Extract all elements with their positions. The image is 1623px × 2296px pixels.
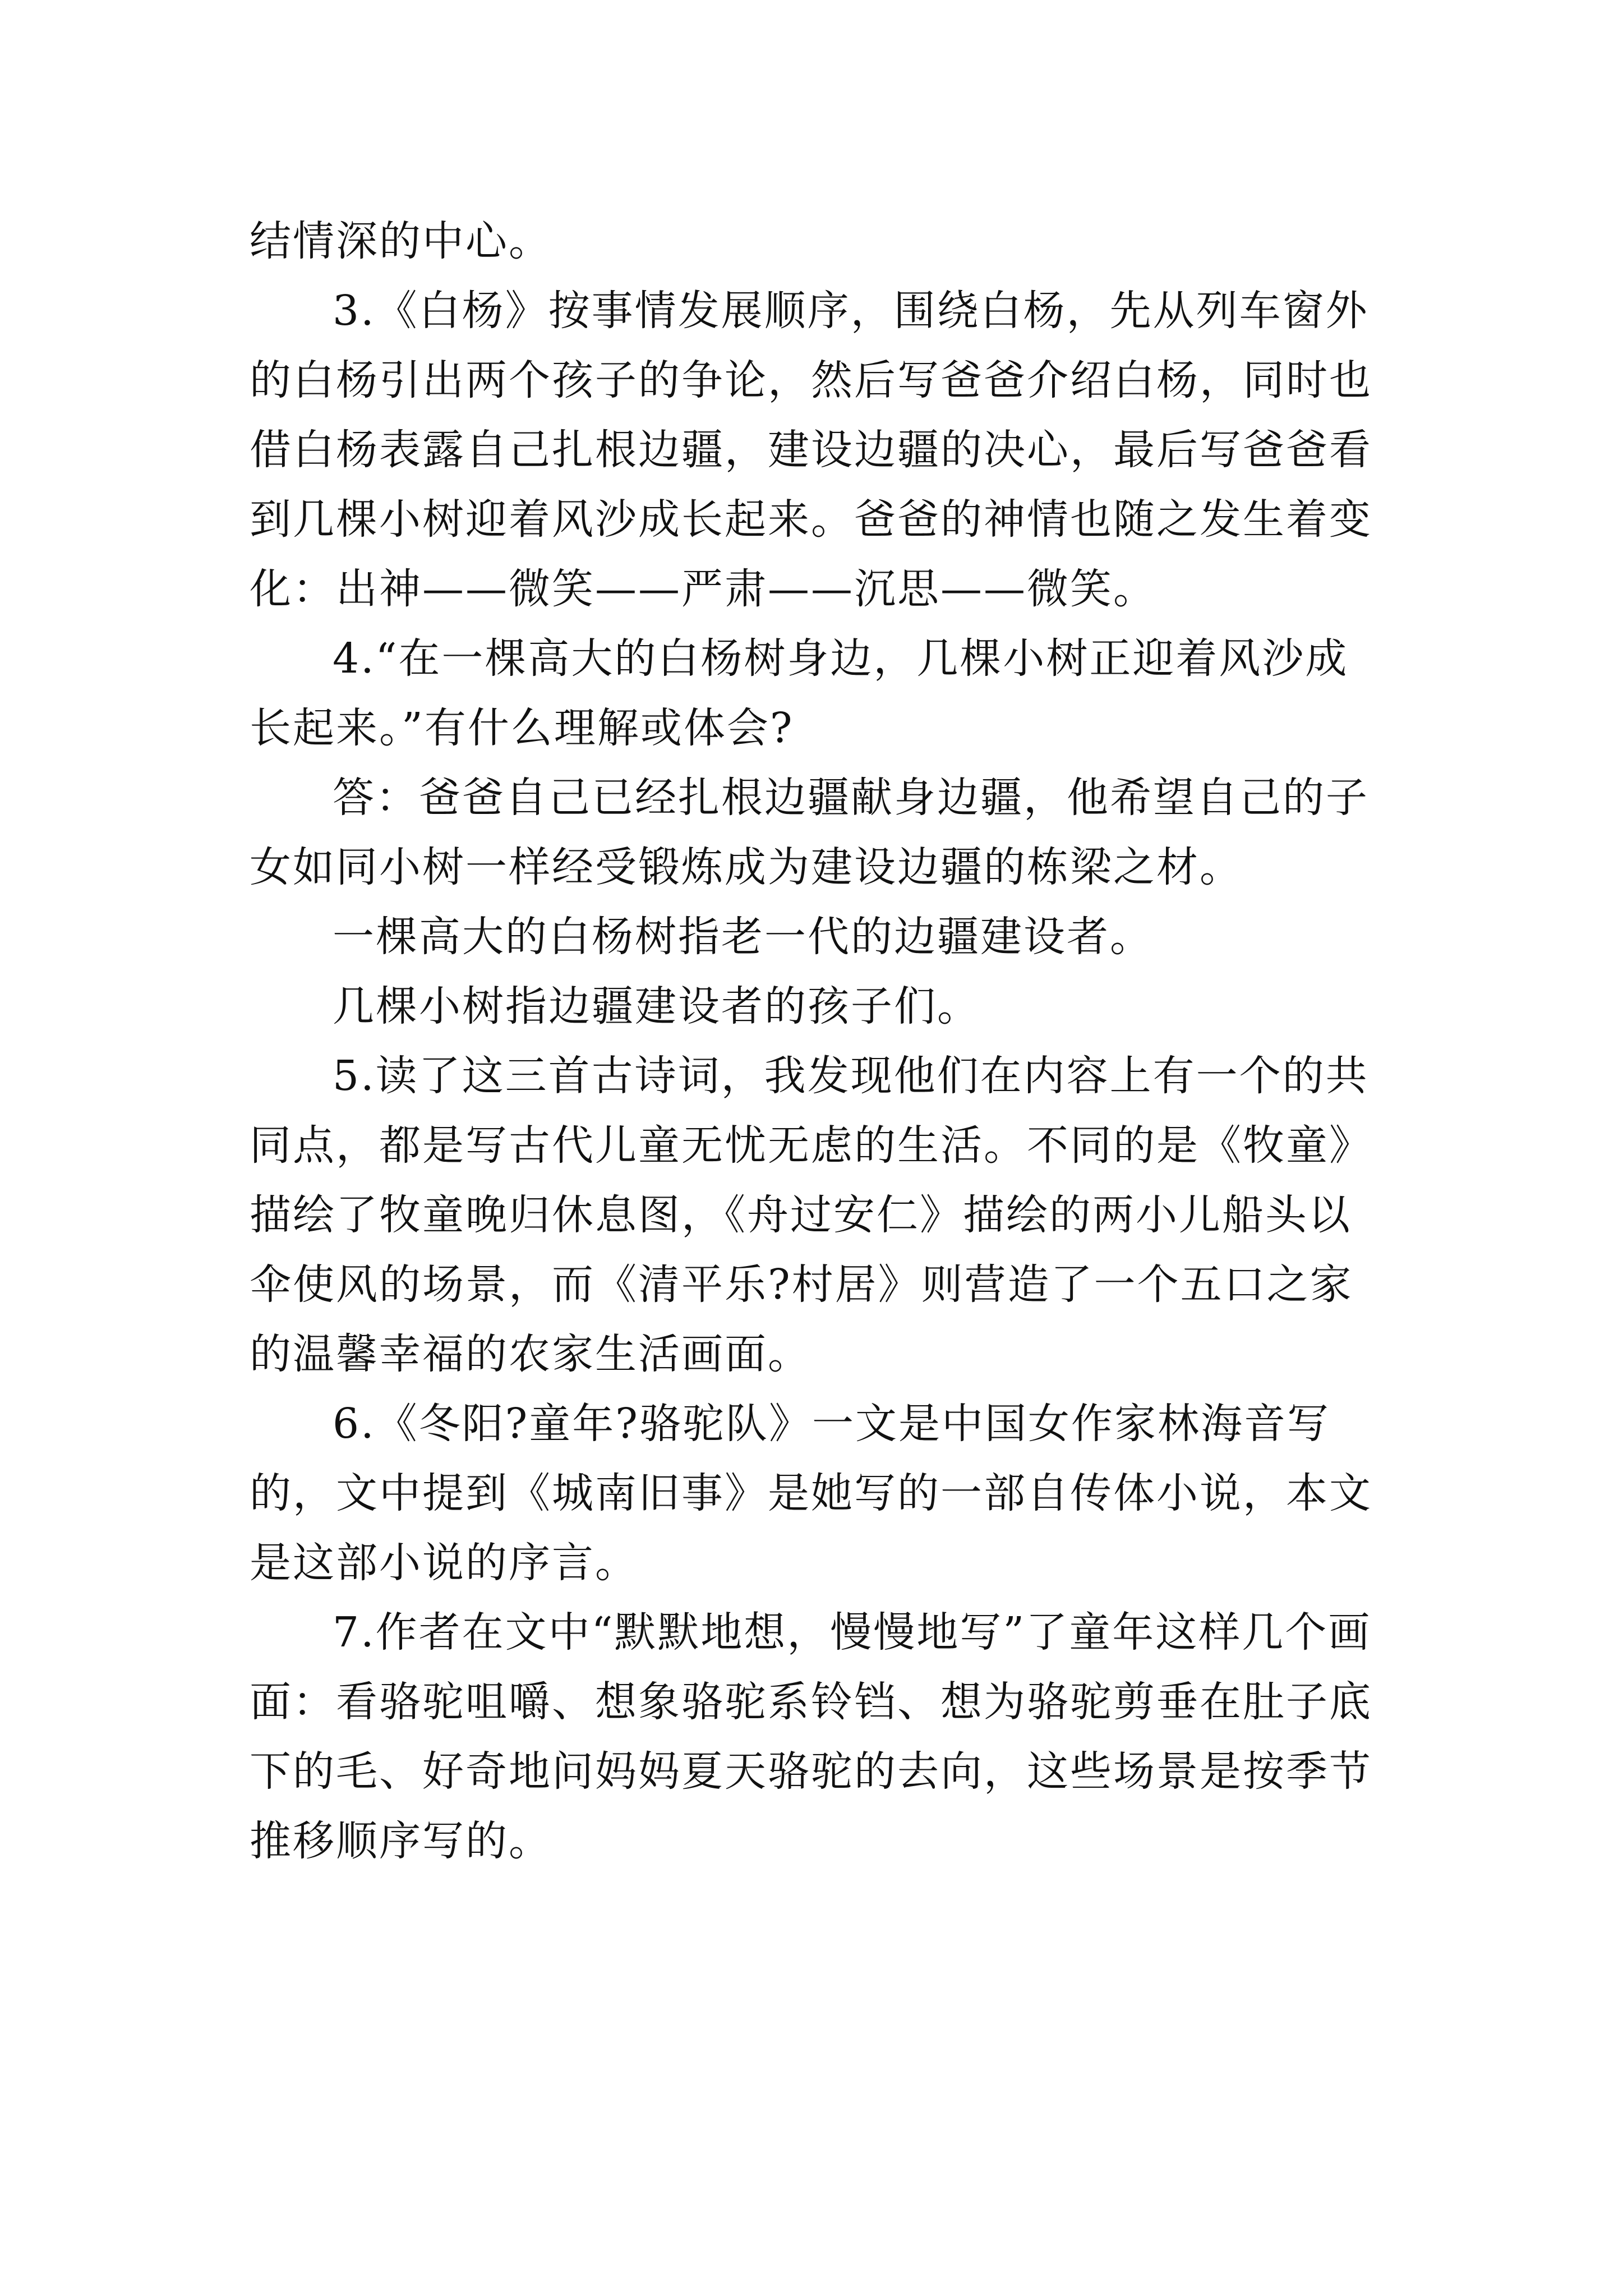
paragraph-7: 5.读了这三首古诗词，我发现他们在内容上有一个的共同点，都是写古代儿童无忧无虑的生活。不同的是《牧童》描绘了牧童晚归休息图，《舟过安仁》描绘的两小儿船头以伞使风的场景，而《清平乐?村居》则营造了一个五口之家的温馨幸福的农家生活画面。 [250,1052,1372,1378]
paragraph-1: 结情深的中心。 [250,217,552,265]
paragraph-5: 一棵高大的白杨树指老一代的边疆建设者。 [333,913,1153,961]
paragraph-3: 4.“在一棵高大的白杨树身边，几棵小树正迎着风沙成长起来。”有什么理解或体会? [250,634,1349,752]
paragraph-8: 6.《冬阳?童年?骆驼队》一文是中国女作家林海音写的，文中提到《城南旧事》是她写的一部自传体小说，本文是这部小说的序言。 [250,1400,1372,1587]
paragraph-4: 答：爸爸自己已经扎根边疆献身边疆，他希望自己的子女如同小树一样经受锻炼成为建设边疆的栋梁之材。 [250,774,1369,891]
paragraph-2: 3.《白杨》按事情发展顺序，围绕白杨，先从列车窗外的白杨引出两个孩子的争论，然后写爸爸介绍白杨，同时也借白杨表露自己扎根边疆，建设边疆的决心，最后写爸爸看到几棵小树迎着风沙成长起来。爸爸的神情也随之发生着变化：出神——微笑——严肃——沉思——微笑。 [250,287,1372,613]
paragraph-6: 几棵小树指边疆建设者的孩子们。 [333,982,980,1030]
body-text [250,206,1382,1876]
paragraph-9: 7.作者在文中“默默地想，慢慢地写”了童年这样几个画面：看骆驼咀嚼、想象骆驼系铃铛、想为骆驼剪垂在肚子底下的毛、好奇地问妈妈夏天骆驼的去向，这些场景是按季节推移顺序写的。 [250,1608,1372,1865]
